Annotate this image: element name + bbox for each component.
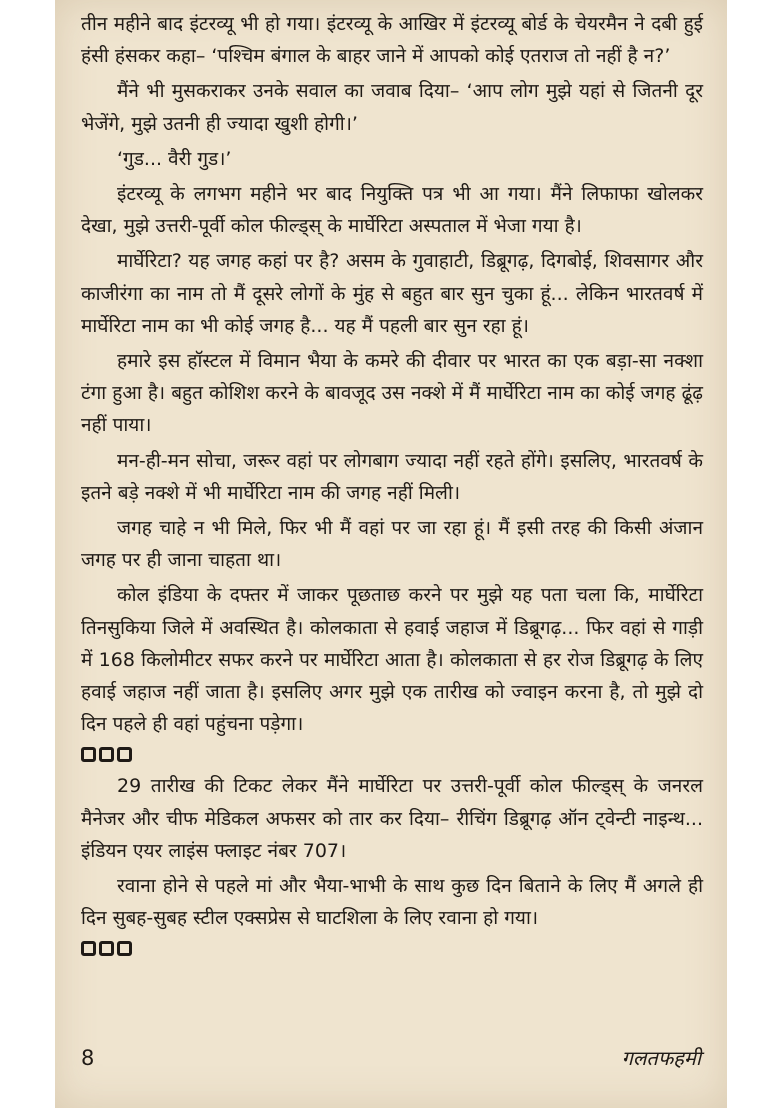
square-ornament-icon	[99, 747, 114, 762]
square-ornament-icon	[81, 941, 96, 956]
paragraph: 29 तारीख की टिकट लेकर मैंने मार्घेरिटा पर उत्तरी-पूर्वी कोल फील्ड्स् के जनरल मैनेजर और चीफ मेडिकल अफसर को तार कर दिया– रीचिंग डिब्रूगढ़ ऑन ट्वेन्टी नाइन्थ... इंडियन एयर लाइंस फ्लाइट नंबर 707।	[81, 775, 703, 862]
paragraph: मार्घेरिटा? यह जगह कहां पर है? असम के गुवाहाटी, डिब्रूगढ़, दिगबोई, शिवसागर और काजीरंगा का नाम तो मैं दूसरे लोगों के मुंह से बहुत बार सुन चुका हूं... लेकिन भारतवर्ष में मार्घेरिटा नाम का भी कोई जगह है... यह मैं पहली बार सुन रहा हूं।	[81, 250, 703, 337]
paragraph: मैंने भी मुसकराकर उनके सवाल का जवाब दिया– ‘आप लोग मुझे यहां से जितनी दूर भेजेंगे, मुझे उतनी ही ज्यादा खुशी होगी।’	[81, 80, 703, 135]
paragraph: हमारे इस हॉस्टल में विमान भैया के कमरे की दीवार पर भारत का एक बड़ा-सा नक्शा टंगा हुआ है। बहुत कोशिश करने के बावजूद उस नक्शे में मैं मार्घेरिटा नाम का कोई जगह ढूंढ़ नहीं पाया।	[81, 350, 703, 437]
square-ornament-icon	[117, 941, 132, 956]
square-ornament-icon	[117, 747, 132, 762]
page-body	[81, 8, 703, 964]
page-footer	[81, 1044, 701, 1071]
section-separator	[81, 742, 703, 766]
paragraph: ‘गुड... वैरी गुड।’	[117, 147, 232, 170]
square-ornament-icon	[81, 747, 96, 762]
section-separator	[81, 936, 703, 960]
page-number: 8	[81, 1045, 95, 1070]
paragraph: रवाना होने से पहले मां और भैया-भाभी के साथ कुछ दिन बिताने के लिए मैं अगले ही दिन सुबह-सुबह स्टील एक्सप्रेस से घाटशिला के लिए रवाना हो गया।	[81, 875, 703, 930]
square-ornament-icon	[99, 941, 114, 956]
paragraph: तीन महीने बाद इंटरव्यू भी हो गया। इंटरव्यू के आखिर में इंटरव्यू बोर्ड के चेयरमैन ने दबी हुई हंसी हंसकर कहा– ‘पश्चिम बंगाल के बाहर जाने में आपको कोई एतराज तो नहीं है न?’	[81, 13, 703, 68]
paragraph: इंटरव्यू के लगभग महीने भर बाद नियुक्ति पत्र भी आ गया। मैंने लिफाफा खोलकर देखा, मुझे उत्तरी-पूर्वी कोल फील्ड्स् के मार्घेरिटा अस्पताल में भेजा गया है।	[81, 183, 703, 238]
paragraph: कोल इंडिया के दफ्तर में जाकर पूछताछ करने पर मुझे यह पता चला कि, मार्घेरिटा तिनसुकिया जिले में अवस्थित है। कोलकाता से हवाई जहाज में डिब्रूगढ़... फिर वहां से गाड़ी में 168 किलोमीटर सफर करने पर मार्घेरिटा आता है। कोलकाता से हर रोज डिब्रूगढ़ के लिए हवाई जहाज नहीं जाता है। इसलिए अगर मुझे एक तारीख को ज्वाइन करना है, तो मुझे दो दिन पहले ही वहां पहुंचना पड़ेगा।	[81, 584, 703, 736]
book-page	[55, 0, 727, 1108]
paragraph: मन-ही-मन सोचा, जरूर वहां पर लोगबाग ज्यादा नहीं रहते होंगे। इसलिए, भारतवर्ष के इतने बड़े नक्शे में भी मार्घेरिटा नाम की जगह नहीं मिली।	[81, 449, 703, 504]
running-title: गलतफहमी	[621, 1046, 701, 1070]
paragraph: जगह चाहे न भी मिले, फिर भी मैं वहां पर जा रहा हूं। मैं इसी तरह की किसी अंजान जगह पर ही जाना चाहता था।	[81, 517, 703, 572]
